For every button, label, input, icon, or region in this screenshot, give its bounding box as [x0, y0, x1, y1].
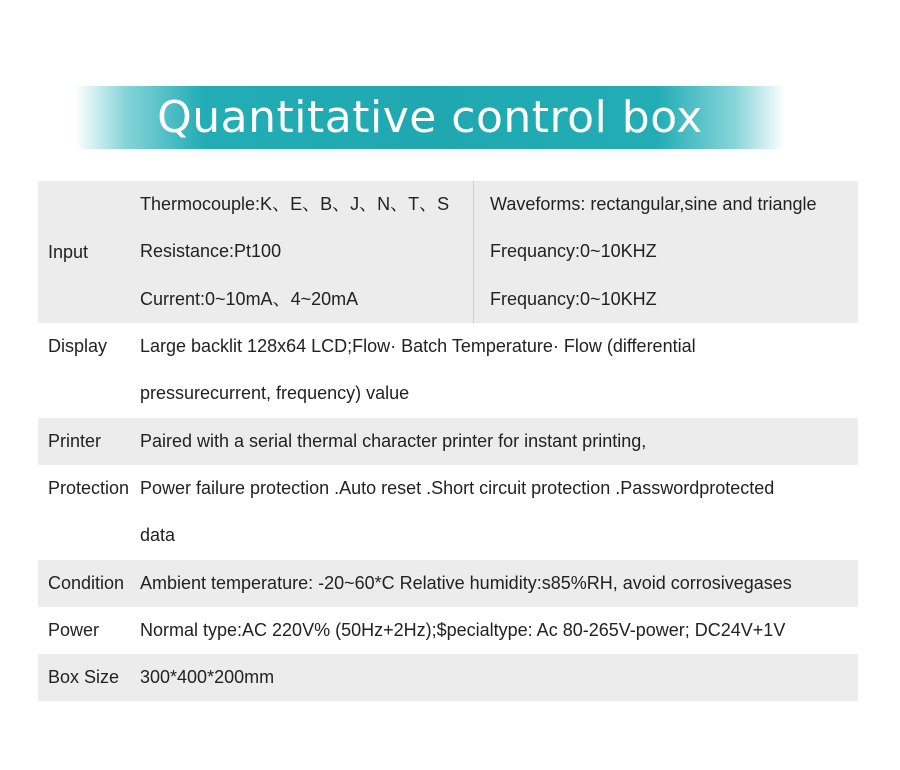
page-title: Quantitative control box — [157, 92, 703, 143]
input-frequency-1: Frequancy:0~10KHZ — [490, 241, 657, 262]
spec-row-input — [38, 181, 858, 323]
spec-value-display — [140, 323, 858, 418]
spec-value-printer — [140, 418, 858, 465]
input-left-column — [140, 181, 473, 323]
title-banner — [75, 86, 785, 149]
printer-line-1: Paired with a serial thermal character printer for instant printing, — [140, 431, 647, 451]
spec-table — [38, 181, 858, 701]
input-right-column — [473, 181, 858, 323]
spec-value-box-size — [140, 654, 858, 701]
spec-row-power — [38, 607, 858, 654]
condition-line-1: Ambient temperature: -20~60*C Relative humidity:s85%RH, avoid corrosivegases — [140, 573, 792, 593]
spec-label-display: Display — [48, 336, 108, 356]
box-size-line-1: 300*400*200mm — [140, 667, 275, 687]
spec-value-power — [140, 607, 858, 654]
input-waveforms: Waveforms: rectangular,sine and triangle — [490, 194, 817, 214]
spec-value-protection — [140, 465, 858, 560]
input-frequency-2: Frequancy:0~10KHZ — [490, 288, 657, 309]
protection-line-1: Power failure protection .Auto reset .Short circuit protection .Passwordprotected — [140, 478, 775, 498]
spec-row-box-size — [38, 654, 858, 701]
display-line-2: pressurecurrent, frequency) value — [140, 383, 410, 403]
spec-row-printer — [38, 418, 858, 465]
spec-label-power: Power — [48, 620, 100, 640]
spec-value-condition — [140, 560, 858, 607]
spec-label-condition: Condition — [48, 573, 125, 593]
input-current: Current:0~10mA、4~20mA — [140, 288, 359, 309]
input-thermocouple: Thermocouple:K、E、B、J、N、T、S — [140, 194, 450, 214]
spec-row-protection — [38, 465, 858, 560]
input-resistance: Resistance:Pt100 — [140, 241, 282, 262]
spec-label-printer: Printer — [48, 431, 102, 451]
spec-row-condition — [38, 560, 858, 607]
display-line-1: Large backlit 128x64 LCD;Flow· Batch Temperature· Flow (differential — [140, 336, 696, 356]
spec-label-input: Input — [48, 241, 89, 262]
power-line-1: Normal type:AC 220V% (50Hz+2Hz);$pecialtype: Ac 80-265V-power; DC24V+1V — [140, 620, 786, 640]
spec-label-box-size: Box Size — [48, 667, 120, 687]
spec-label-protection: Protection — [48, 478, 130, 498]
protection-line-2: data — [140, 525, 176, 545]
spec-row-display — [38, 323, 858, 418]
